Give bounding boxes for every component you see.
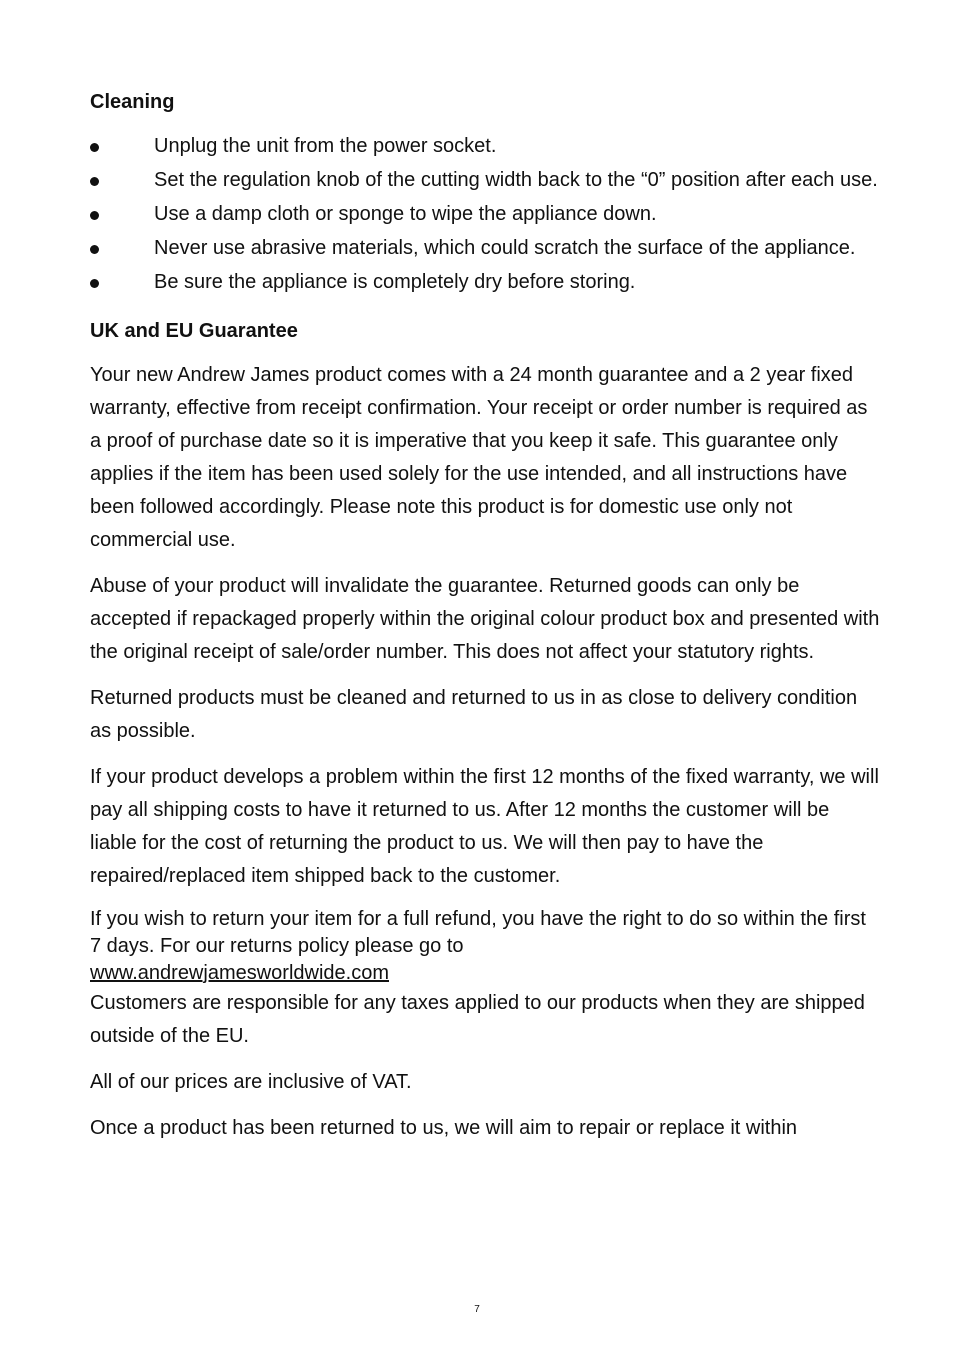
- guarantee-paragraph: Your new Andrew James product comes with a 24 month guarantee and a 2 year fixed warranty, effective from receipt confirmation. Your receipt or order number is required as a proof of purchase date so it is imperative that you keep it safe. This guarantee only applies if the item has been used solely for the use intended, and all instructions have been followed accordingly. Please note this product is for domestic use only not commercial use.: [90, 364, 868, 551]
- list-item-text: Never use abrasive materials, which could scratch the surface of the appliance.: [154, 237, 856, 259]
- returns-link-line: [90, 960, 880, 987]
- guarantee-paragraph: If your product develops a problem within the first 12 months of the fixed warranty, we will pay all shipping costs to have it returned to us. After 12 months the customer will be liable for the cost of returning the product to us. We will then pay to have the repaired/replaced item shipped back to the customer.: [90, 766, 879, 887]
- list-item: [90, 198, 880, 231]
- list-item: [90, 266, 880, 299]
- list-item: [90, 232, 880, 265]
- bullet-icon: [90, 245, 99, 254]
- list-item-text: Unplug the unit from the power socket.: [154, 135, 497, 157]
- list-item-text: Use a damp cloth or sponge to wipe the appliance down.: [154, 203, 657, 225]
- cleaning-heading: Cleaning: [90, 91, 175, 113]
- guarantee-paragraph: Returned products must be cleaned and returned to us in as close to delivery condition as possible.: [90, 687, 858, 742]
- page-number: 7: [474, 1304, 480, 1315]
- list-item: [90, 164, 880, 197]
- repair-paragraph: Once a product has been returned to us, we will aim to repair or replace it within: [90, 1117, 798, 1139]
- bullet-icon: [90, 143, 99, 152]
- refund-paragraph: If you wish to return your item for a full refund, you have the right to do so within the first 7 days. For our returns policy please go to: [90, 908, 866, 957]
- document-page: [90, 88, 880, 1158]
- bullet-icon: [90, 177, 99, 186]
- taxes-paragraph: Customers are responsible for any taxes applied to our products when they are shipped outside of the EU.: [90, 992, 865, 1047]
- vat-paragraph: All of our prices are inclusive of VAT.: [90, 1071, 412, 1093]
- bullet-icon: [90, 279, 99, 288]
- list-item-text: Set the regulation knob of the cutting width back to the “0” position after each use.: [154, 169, 878, 191]
- guarantee-paragraph: Abuse of your product will invalidate the guarantee. Returned goods can only be accepted if repackaged properly within the original colour product box and presented with the original receipt of sale/order number. This does not affect your statutory rights.: [90, 575, 880, 663]
- list-item: [90, 130, 880, 163]
- bullet-icon: [90, 211, 99, 220]
- returns-policy-link[interactable]: www.andrewjamesworldwide.com: [90, 962, 389, 984]
- cleaning-list: [90, 130, 880, 299]
- list-item-text: Be sure the appliance is completely dry before storing.: [154, 271, 636, 293]
- guarantee-heading: UK and EU Guarantee: [90, 320, 298, 342]
